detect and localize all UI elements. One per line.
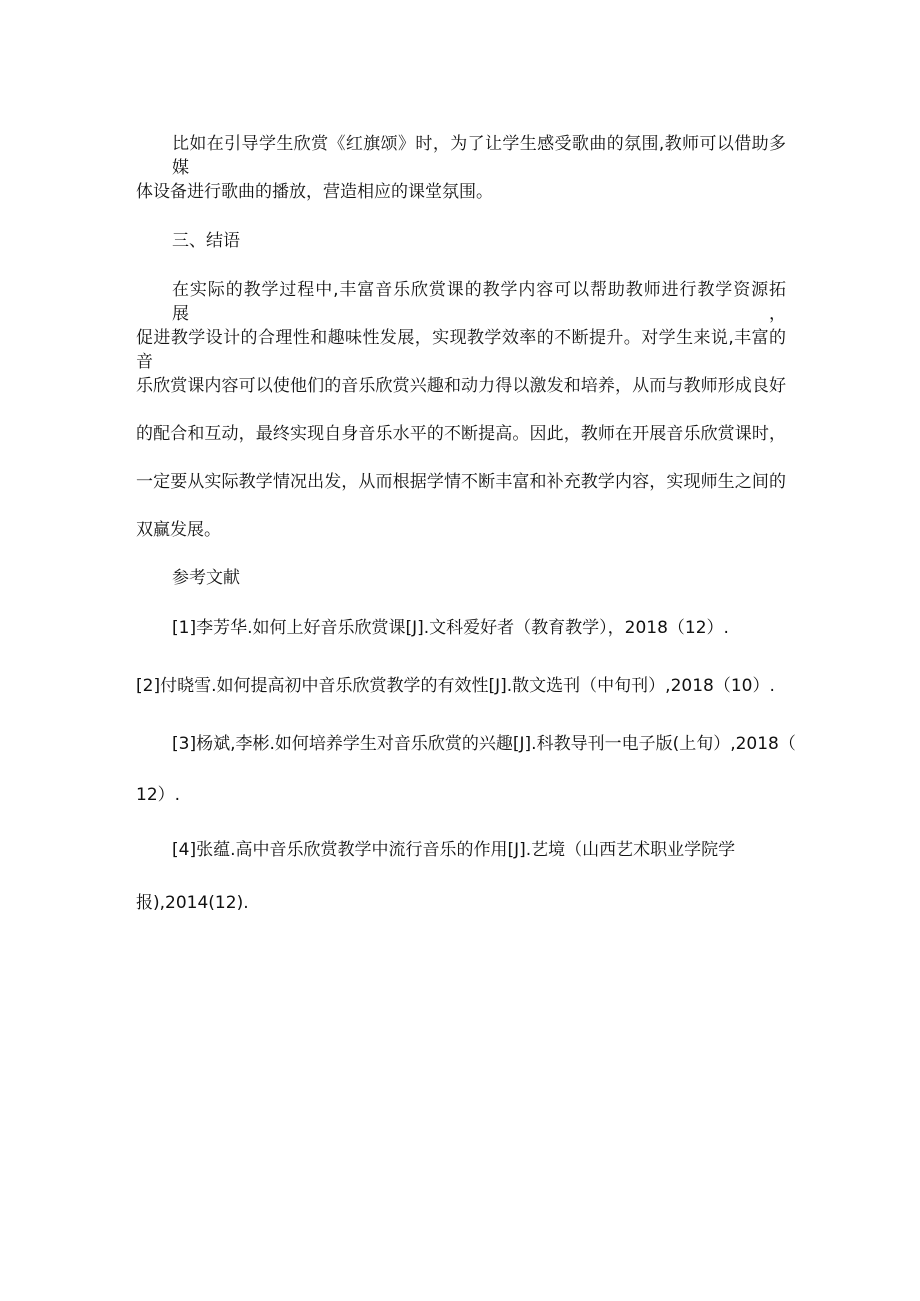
paragraph-line: 双赢发展。 <box>136 520 221 540</box>
reference-item-continuation: 报),2014(12). <box>136 893 249 913</box>
paragraph-line: 一定要从实际教学情况出发，从而根据学情不断丰富和补充教学内容，实现师生之间的 <box>136 472 786 492</box>
paragraph-line: 的配合和互动，最终实现自身音乐水平的不断提高。因此，教师在开展音乐欣赏课时， <box>136 424 786 444</box>
section-heading-references: 参考文献 <box>172 568 240 588</box>
paragraph-line: 在实际的教学过程中,丰富音乐欣赏课的教学内容可以帮助教师进行教学资源拓展， <box>172 280 786 324</box>
section-heading-conclusion: 三、结语 <box>172 231 240 251</box>
paragraph-line: 比如在引导学生欣赏《红旗颂》时，为了让学生感受歌曲的氛围,教师可以借助多媒 <box>172 134 786 178</box>
paragraph-line: 体设备进行歌曲的播放，营造相应的课堂氛围。 <box>136 182 493 202</box>
reference-item: [2]付晓雪.如何提高初中音乐欣赏教学的有效性[J].散文选刊（中旬刊）,2018（10）. <box>136 676 775 696</box>
reference-item-continuation: 12）. <box>136 785 181 805</box>
paragraph-line: 促进教学设计的合理性和趣味性发展，实现教学效率的不断提升。对学生来说,丰富的音 <box>136 328 786 372</box>
reference-item: [4]张蕴.高中音乐欣赏教学中流行音乐的作用[J].艺境（山西艺术职业学院学 <box>172 840 736 860</box>
paragraph-line: 乐欣赏课内容可以使他们的音乐欣赏兴趣和动力得以激发和培养，从而与教师形成良好 <box>136 376 786 396</box>
reference-item: [3]杨斌,李彬.如何培养学生对音乐欣赏的兴趣[J].科教导刊一电子版(上旬）,2018（ <box>172 734 796 754</box>
reference-item: [1]李芳华.如何上好音乐欣赏课[J].文科爱好者（教育教学），2018（12）. <box>172 618 729 638</box>
